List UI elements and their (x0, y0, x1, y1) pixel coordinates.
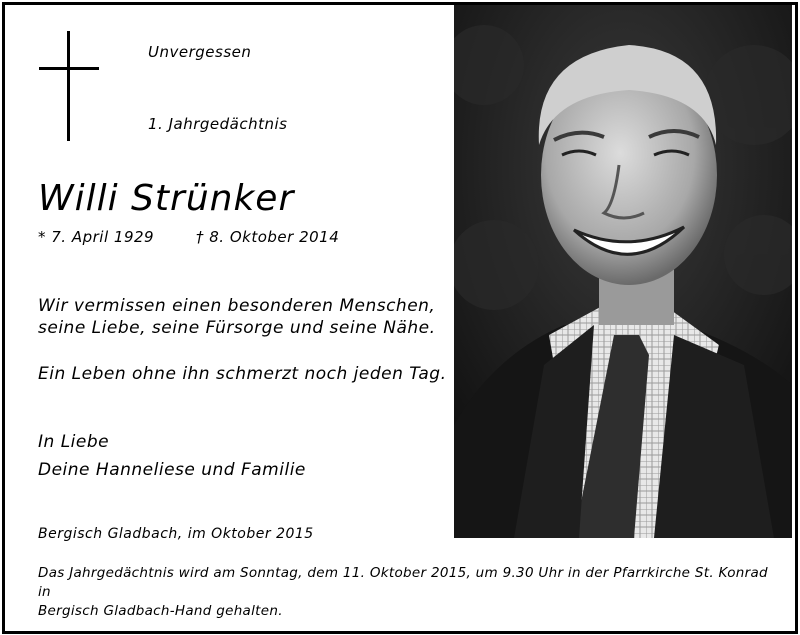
message-line-2: seine Liebe, seine Fürsorge und seine Nähe. (38, 318, 436, 338)
portrait-illustration (454, 5, 792, 538)
header-anniversary: 1. Jahrgedächtnis (148, 115, 288, 133)
cross-horizontal-bar (39, 67, 99, 70)
place-date: Bergisch Gladbach, im Oktober 2015 (38, 526, 314, 542)
deceased-name: Willi Strünker (38, 178, 295, 219)
footer-line-1: Das Jahrgedächtnis wird am Sonntag, dem 11. Oktober 2015, um 9.30 Uhr in der Pfarrkirche St. Konrad in (38, 565, 768, 600)
signature-family: Deine Hanneliese und Familie (38, 460, 306, 480)
portrait-photo (454, 5, 792, 538)
cross-vertical-bar (67, 31, 70, 141)
death-date: † 8. Oktober 2014 (196, 228, 340, 246)
service-announcement (38, 564, 783, 621)
birth-date: * 7. April 1929 (38, 228, 155, 246)
message-line-3: Ein Leben ohne ihn schmerzt noch jeden Tag. (38, 364, 447, 384)
header-unvergessen: Unvergessen (148, 43, 252, 61)
signature-in-liebe: In Liebe (38, 432, 110, 452)
message-line-1: Wir vermissen einen besonderen Menschen, (38, 296, 436, 316)
footer-line-2: Bergisch Gladbach-Hand gehalten. (38, 603, 283, 619)
